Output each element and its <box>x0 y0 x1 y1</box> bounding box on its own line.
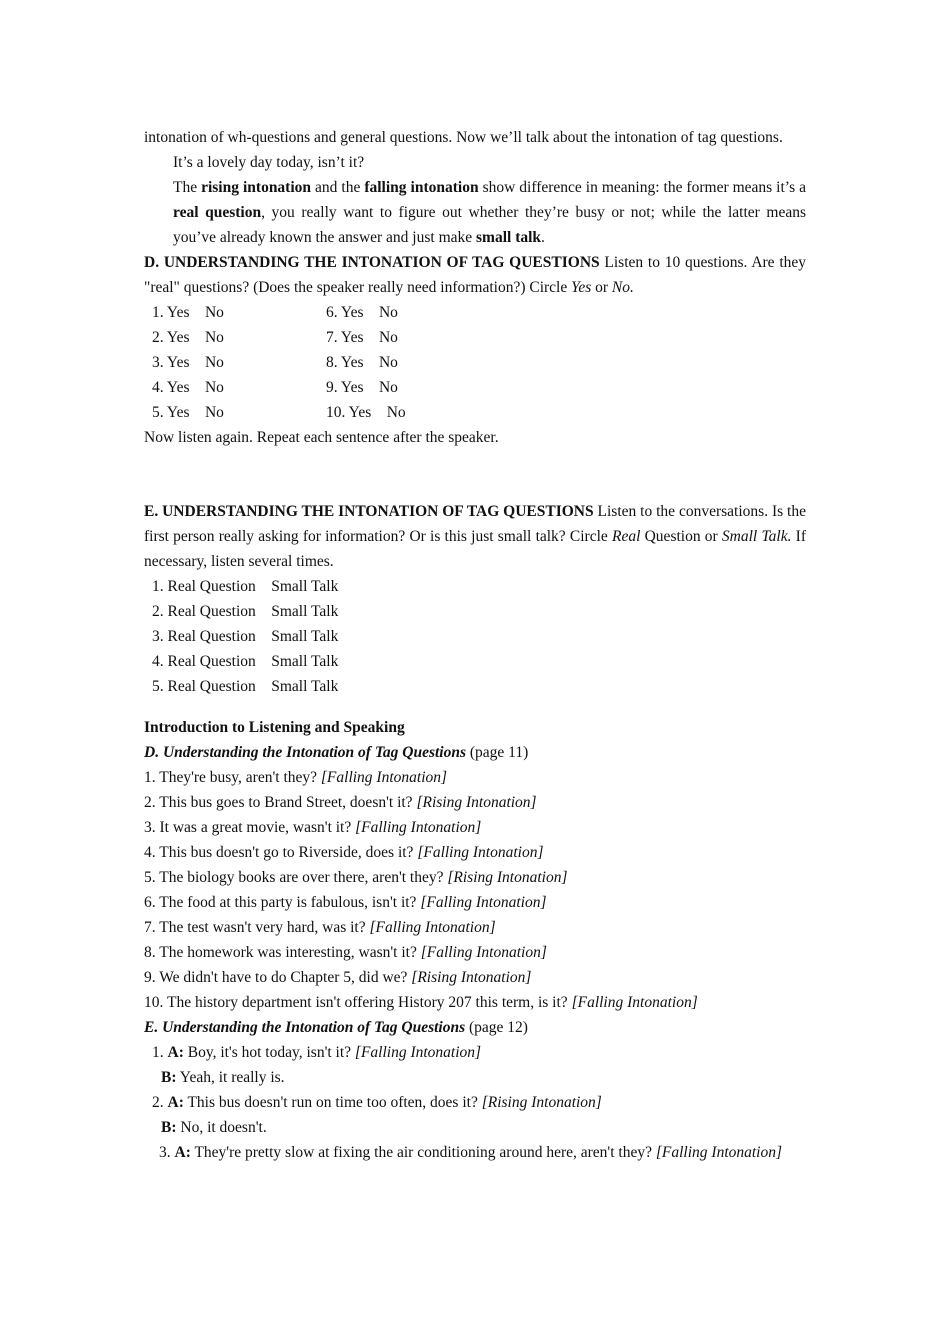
dialogue-line-a: 2. A: This bus doesn't run on time too often, does it? [Rising Intonation] <box>152 1094 602 1111</box>
section-d-instructions: D. UNDERSTANDING THE INTONATION OF TAG QUESTIONS Listen to 10 questions. Are they "real" questions? (Does the speaker really need information?) Circle Yes or No. <box>144 254 807 296</box>
list-item: 8. The homework was interesting, wasn't it? [Falling Intonation] <box>144 944 547 961</box>
document-page <box>144 125 806 1165</box>
yes-no-option[interactable]: 5. Yes No <box>152 404 224 421</box>
list-item <box>144 325 806 350</box>
real-small-option[interactable]: 3. Real Question Small Talk <box>152 628 339 645</box>
yes-no-option[interactable]: 9. Yes No <box>326 379 398 396</box>
list-item: 7. The test wasn't very hard, was it? [Falling Intonation] <box>144 919 496 936</box>
list-item <box>144 350 806 375</box>
answer-d-heading: D. Understanding the Intonation of Tag Questions (page 11) <box>144 744 529 761</box>
answer-d-list <box>144 765 806 1015</box>
dialogue-line-a: 1. A: Boy, it's hot today, isn't it? [Falling Intonation] <box>152 1044 482 1061</box>
yes-no-option[interactable]: 1. Yes No <box>152 304 224 321</box>
list-item: 1. They're busy, aren't they? [Falling Intonation] <box>144 769 448 786</box>
real-small-option[interactable]: 1. Real Question Small Talk <box>152 578 339 595</box>
real-small-option[interactable]: 4. Real Question Small Talk <box>152 653 339 670</box>
answer-e-heading: E. Understanding the Intonation of Tag Questions (page 12) <box>144 1019 528 1036</box>
list-item <box>144 400 806 425</box>
list-item: 10. The history department isn't offering History 207 this term, is it? [Falling Intonation] <box>144 994 698 1011</box>
list-item: 5. The biology books are over there, aren't they? [Rising Intonation] <box>144 869 568 886</box>
yes-no-list <box>144 300 806 425</box>
list-item <box>144 300 806 325</box>
real-small-option[interactable]: 2. Real Question Small Talk <box>152 603 339 620</box>
yes-no-option[interactable]: 3. Yes No <box>152 354 224 371</box>
real-question-list <box>144 574 806 699</box>
section-e-instructions: E. UNDERSTANDING THE INTONATION OF TAG QUESTIONS Listen to the conversations. Is the first person really asking for information? Or is this just small talk? Circle Real Question or Small Talk. If necessary, listen several times. <box>144 503 806 570</box>
list-item: 9. We didn't have to do Chapter 5, did we? [Rising Intonation] <box>144 969 532 986</box>
list-item: 2. This bus goes to Brand Street, doesn't it? [Rising Intonation] <box>144 794 537 811</box>
real-small-option[interactable]: 5. Real Question Small Talk <box>152 678 339 695</box>
section-e-heading: E. UNDERSTANDING THE INTONATION OF TAG QUESTIONS <box>144 503 594 520</box>
dialogue-line-b: B: Yeah, it really is. <box>161 1069 285 1086</box>
yes-no-option[interactable]: 2. Yes No <box>152 329 224 346</box>
dialogue-line-b: B: No, it doesn't. <box>161 1119 267 1136</box>
answer-key-title: Introduction to Listening and Speaking <box>144 719 405 736</box>
answer-e-list <box>144 1040 806 1165</box>
yes-no-option[interactable]: 8. Yes No <box>326 354 398 371</box>
spacer <box>144 450 806 499</box>
dialogue-line-a: 3. A: They're pretty slow at fixing the air conditioning around here, aren't they? [Falling Intonation] <box>159 1144 783 1161</box>
yes-no-option[interactable]: 6. Yes No <box>326 304 398 321</box>
intro-paragraph: intonation of wh-questions and general questions. Now we’ll talk about the intonation of tag questions. <box>144 129 783 146</box>
example-sentence: It’s a lovely day today, isn’t it? <box>173 154 365 171</box>
spacer <box>144 699 806 715</box>
list-item: 6. The food at this party is fabulous, isn't it? [Falling Intonation] <box>144 894 547 911</box>
list-item: 4. This bus doesn't go to Riverside, does it? [Falling Intonation] <box>144 844 544 861</box>
yes-no-option[interactable]: 4. Yes No <box>152 379 224 396</box>
yes-no-option[interactable]: 7. Yes No <box>326 329 398 346</box>
yes-no-option[interactable]: 10. Yes No <box>326 404 406 421</box>
explanation-paragraph: The rising intonation and the falling intonation show difference in meaning: the former means it’s a real question, you really want to figure out whether they’re busy or not; while the latter means you’ve already known the answer and just make small talk. <box>173 179 807 246</box>
listen-again-note: Now listen again. Repeat each sentence after the speaker. <box>144 429 499 446</box>
list-item <box>144 375 806 400</box>
list-item: 3. It was a great movie, wasn't it? [Falling Intonation] <box>144 819 482 836</box>
section-d-heading: D. UNDERSTANDING THE INTONATION OF TAG QUESTIONS <box>144 254 600 271</box>
